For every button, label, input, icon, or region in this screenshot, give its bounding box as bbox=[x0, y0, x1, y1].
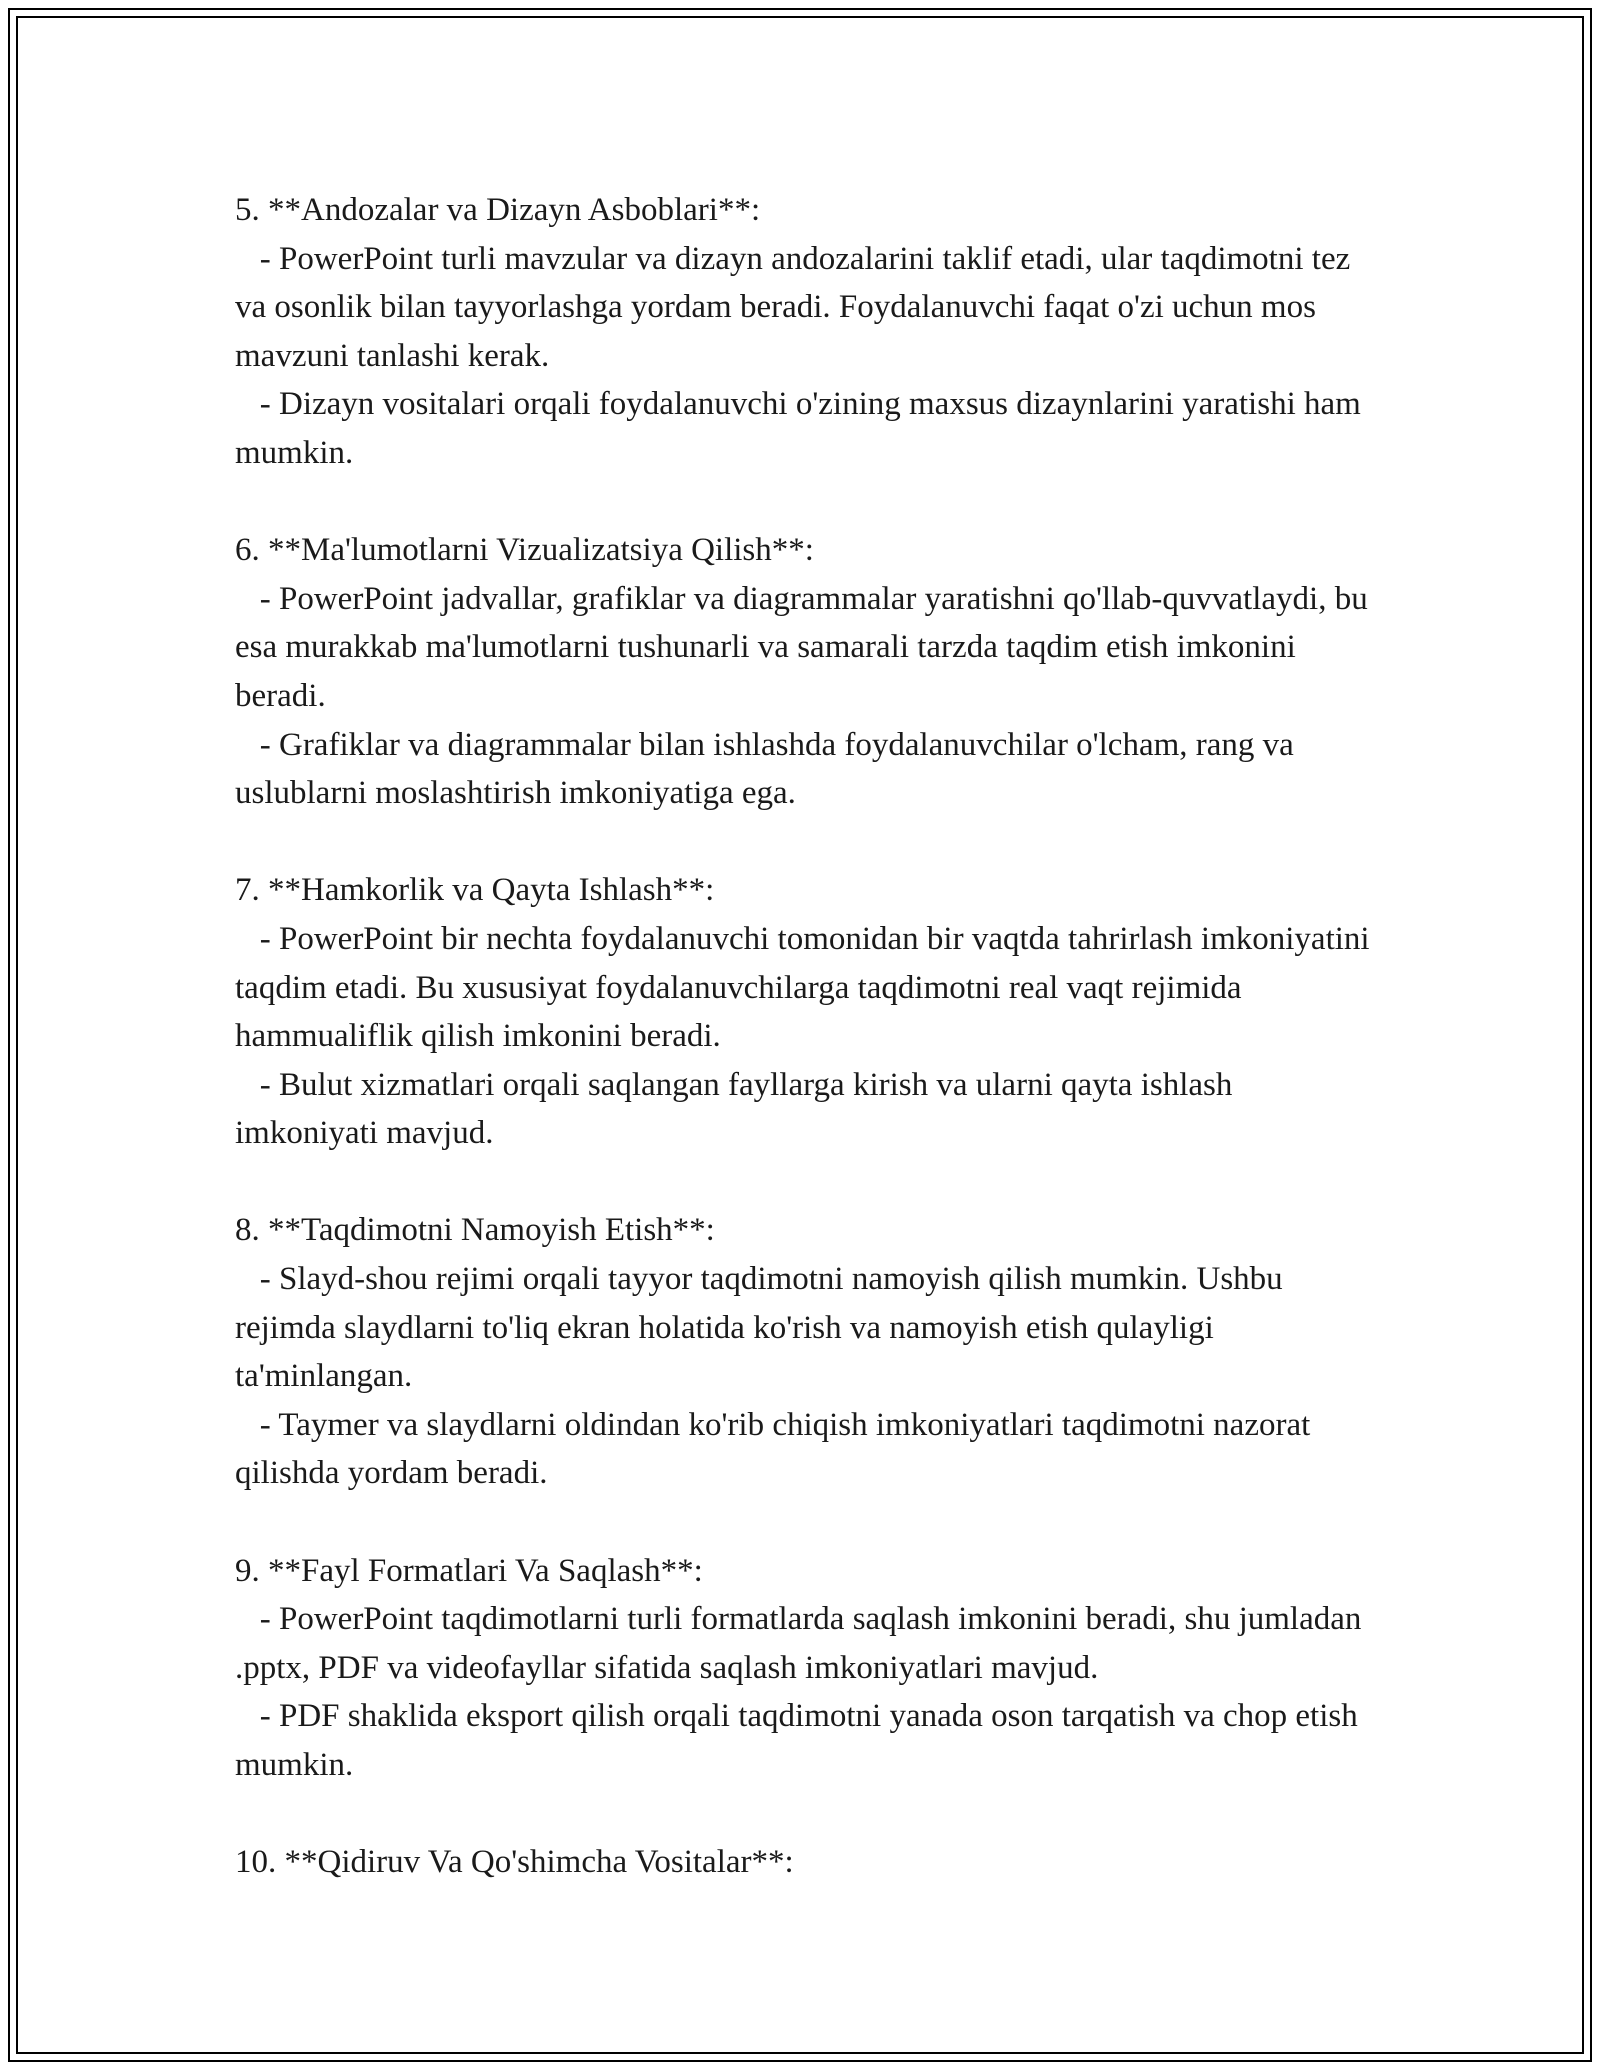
section-heading: 6. **Ma'lumotlarni Vizualizatsiya Qilish**: bbox=[235, 532, 814, 569]
section-paragraph: - Grafiklar va diagrammalar bilan ishlashda foydalanuvchilar o'lcham, rang va uslublarni moslashtirish imkoniyatiga ega. bbox=[235, 726, 1303, 812]
section-collaboration bbox=[235, 866, 1378, 1158]
section-paragraph: - Slayd-shou rejimi orqali tayyor taqdimotni namoyish qilish mumkin. Ushbu rejimda slaydlarni to'liq ekran holatida ko'rish va namoyish etish qulayligi ta'minlangan. bbox=[235, 1261, 1291, 1395]
section-heading: 5. **Andozalar va Dizayn Asboblari**: bbox=[235, 192, 761, 228]
section-paragraph: - PowerPoint bir nechta foydalanuvchi tomonidan bir vaqtda tahrirlash imkoniyatini taqdim etadi. Bu xususiyat foydalanuvchilarga taqdimotni real vaqt rejimida hammualiflik qilish imkonini beradi. bbox=[235, 920, 1378, 1055]
section-paragraph: - Bulut xizmatlari orqali saqlangan fayllarga kirish va ularni qayta ishlash imkoniyati mavjud. bbox=[235, 1066, 1241, 1152]
section-paragraph: - Dizayn vositalari orqali foydalanuvchi o'zining maxsus dizaynlarini yaratishi ham mumkin. bbox=[235, 386, 1370, 471]
section-presentation bbox=[235, 1206, 1375, 1498]
section-paragraph: - PowerPoint taqdimotlarni turli formatlarda saqlash imkonini beradi, shu jumladan .pptx, PDF va videofayllar sifatida saqlash imkoniyatlari mavjud. bbox=[235, 1601, 1370, 1686]
section-paragraph: - PowerPoint jadvallar, grafiklar va diagrammalar yaratishni qo'llab-quvvatlaydi, bu esa murakkab ma'lumotlarni tushunarli va samarali tarzda taqdim etish imkonini beradi. bbox=[235, 580, 1376, 714]
section-paragraph: - Taymer va slaydlarni oldindan ko'rib chiqish imkoniyatlari taqdimotni nazorat qilishda yordam beradi. bbox=[235, 1406, 1319, 1492]
section-templates bbox=[235, 186, 1375, 478]
section-data-visualization bbox=[235, 526, 1375, 818]
section-heading: 9. **Fayl Formatlari Va Saqlash**: bbox=[235, 1552, 703, 1589]
section-search-tools bbox=[235, 1838, 1375, 1887]
section-heading: 10. **Qidiruv Va Qo'shimcha Vositalar**: bbox=[235, 1844, 794, 1881]
document-body bbox=[235, 186, 1378, 1887]
section-file-formats bbox=[235, 1547, 1375, 1790]
section-heading: 7. **Hamkorlik va Qayta Ishlash**: bbox=[235, 872, 715, 909]
section-paragraph: - PowerPoint turli mavzular va dizayn andozalarini taklif etadi, ular taqdimotni tez va osonlik bilan tayyorlashga yordam beradi. Foydalanuvchi faqat o'zi uchun mos mavzuni tanlashi kerak. bbox=[235, 240, 1359, 374]
section-heading: 8. **Taqdimotni Namoyish Etish**: bbox=[235, 1212, 715, 1249]
section-paragraph: - PDF shaklida eksport qilish orqali taqdimotni yanada oson tarqatish va chop etish mumkin. bbox=[235, 1698, 1366, 1783]
